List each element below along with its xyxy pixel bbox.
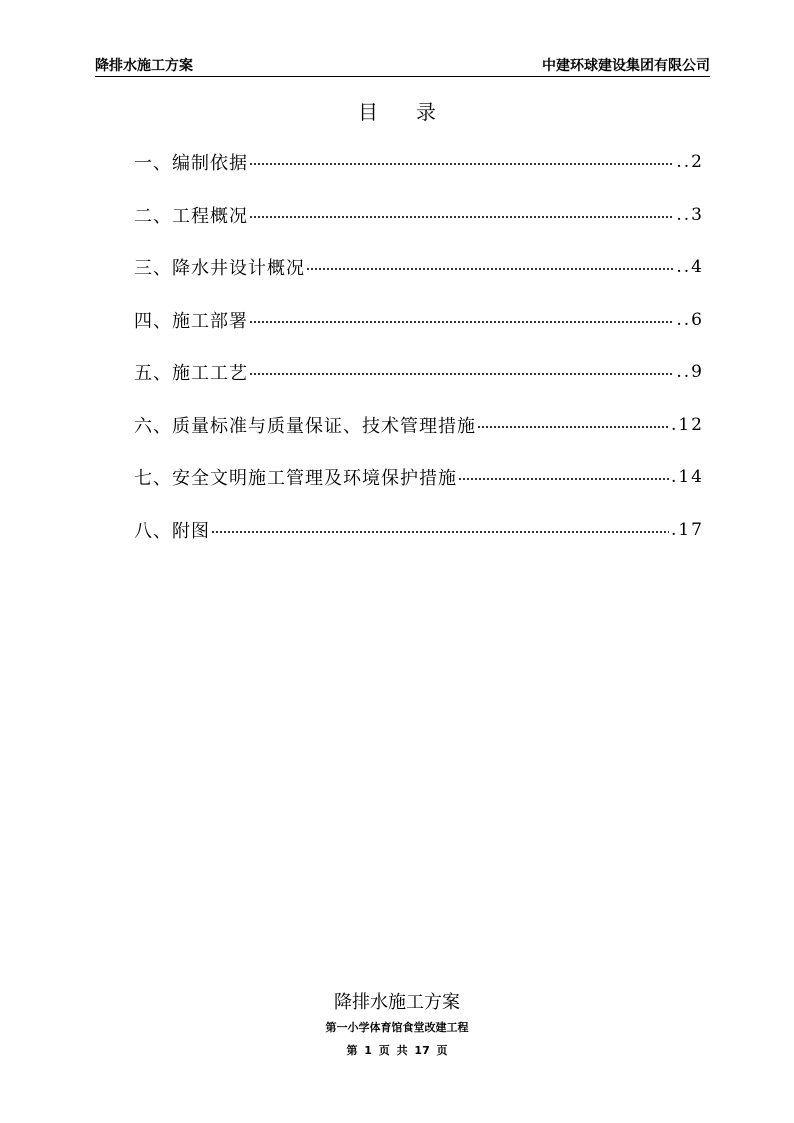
dot-leader — [249, 215, 674, 219]
dot-leader — [211, 530, 669, 534]
toc-entry-4[interactable] — [134, 294, 704, 347]
dot-leader — [458, 477, 669, 481]
dot-leader — [306, 267, 674, 271]
toc-entry-page: ..3 — [676, 204, 704, 225]
toc-entry-label: 五、施工工艺 — [134, 363, 248, 385]
toc-entry-7[interactable] — [134, 451, 704, 504]
dot-leader — [249, 372, 674, 376]
dot-leader — [477, 425, 669, 429]
toc-entry-5[interactable] — [134, 346, 704, 399]
toc-entry-8[interactable] — [134, 504, 704, 557]
toc-entry-label: 一、编制依据 — [134, 153, 248, 175]
header-document-title: 降排水施工方案 — [95, 58, 193, 74]
toc-entry-page: ..9 — [676, 362, 704, 383]
toc-entry-6[interactable] — [134, 399, 704, 452]
toc-entry-label: 八、附图 — [134, 520, 210, 542]
table-of-contents — [134, 136, 704, 556]
dot-leader — [249, 320, 674, 324]
toc-entry-page: ..4 — [676, 257, 704, 278]
toc-entry-page: .17 — [670, 519, 704, 540]
toc-entry-3[interactable] — [134, 241, 704, 294]
toc-entry-page: ..6 — [676, 309, 704, 330]
toc-entry-page: .14 — [670, 467, 704, 488]
toc-entry-label: 六、质量标准与质量保证、技术管理措施 — [134, 415, 476, 437]
toc-entry-label: 二、工程概况 — [134, 205, 248, 227]
header-company-name: 中建环球建设集团有限公司 — [542, 58, 710, 74]
toc-entry-2[interactable] — [134, 189, 704, 242]
toc-entry-page: .12 — [670, 414, 704, 435]
dot-leader — [249, 162, 674, 166]
footer-project-name: 第一小学体育馆食堂改建工程 — [325, 1021, 469, 1034]
page-header — [95, 56, 710, 77]
toc-entry-label: 四、施工部署 — [134, 310, 248, 332]
footer-document-title: 降排水施工方案 — [334, 992, 460, 1013]
toc-heading: 目录 — [358, 100, 474, 124]
toc-entry-label: 三、降水井设计概况 — [134, 258, 305, 280]
toc-entry-label: 七、安全文明施工管理及环境保护措施 — [134, 468, 457, 490]
footer-page-number: 第 1 页 共 17 页 — [346, 1044, 448, 1057]
toc-entry-page: ..2 — [676, 152, 704, 173]
toc-entry-1[interactable] — [134, 136, 704, 189]
